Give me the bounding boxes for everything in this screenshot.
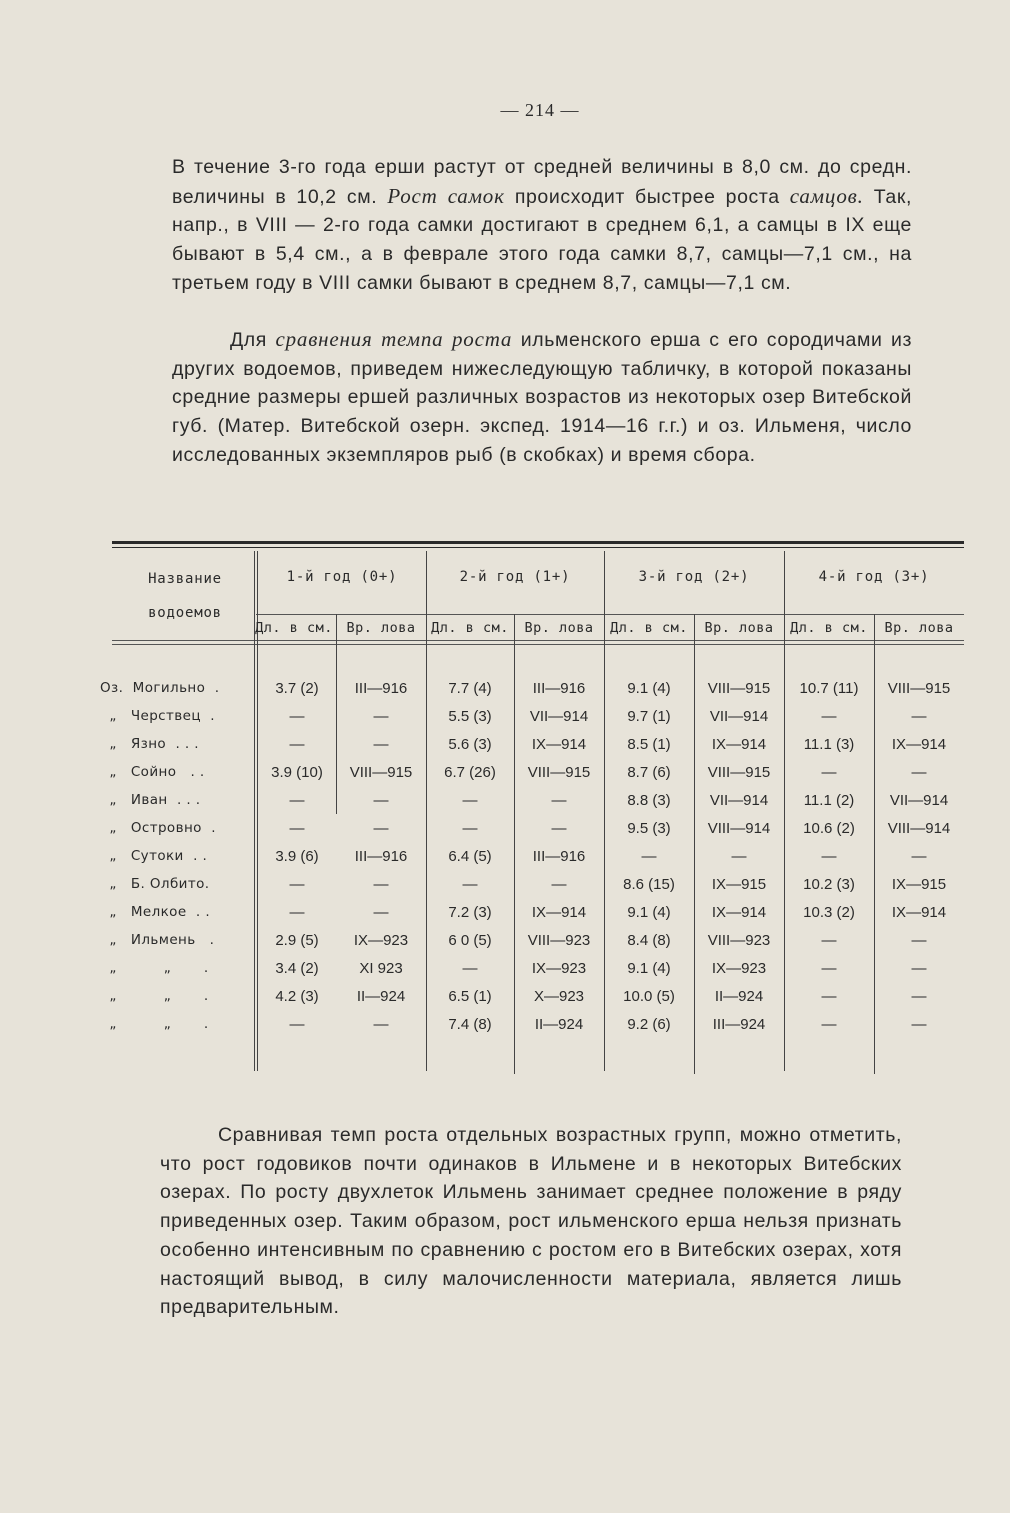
table-row: [100, 764, 964, 792]
header-bottom-rule: [112, 640, 964, 641]
cell-time-4: —: [911, 988, 927, 1005]
lake-name: „ „ .: [100, 988, 209, 1004]
header-group-rule: [256, 614, 964, 615]
cell-len-4: —: [821, 960, 837, 977]
cell-len-3: 9.2 (6): [627, 1016, 671, 1033]
cell-time-4: IX—914: [891, 736, 947, 753]
cell-time-3: VII—914: [709, 792, 769, 809]
cell-time-2: VIII—923: [527, 932, 591, 949]
cell-len-3: 8.8 (3): [627, 792, 671, 809]
cell-len-1: 3.9 (10): [271, 764, 323, 781]
cell-len-3: 9.1 (4): [627, 960, 671, 977]
lake-name: „ Ильмень .: [100, 932, 215, 948]
header-name-line1: Название: [148, 571, 222, 587]
cell-time-2: III—916: [532, 848, 586, 865]
subheader-time: Вр. лова: [346, 620, 416, 636]
cell-len-4: 10.7 (11): [799, 680, 859, 697]
cell-len-2: —: [462, 792, 478, 809]
lake-name: „ Островно .: [100, 820, 216, 836]
text-run: В течение 3-го года ерши растут от средней величины в 8,0 см. до средн. величины в 10,2 см.: [172, 156, 912, 208]
cell-time-2: —: [551, 876, 567, 893]
cell-time-1: XI 923: [359, 960, 403, 977]
lake-name: „ Черствец .: [100, 708, 215, 724]
cell-time-3: II—924: [714, 988, 764, 1005]
cell-len-3: 8.7 (6): [627, 764, 671, 781]
cell-time-1: —: [373, 820, 389, 837]
cell-time-1: II—924: [356, 988, 406, 1005]
cell-time-1: —: [373, 876, 389, 893]
cell-time-2: IX—914: [531, 736, 587, 753]
text-run: происходит быстрее роста: [504, 185, 790, 208]
lake-name: Оз. Могильно .: [100, 680, 220, 696]
cell-time-4: IX—914: [891, 904, 947, 921]
cell-len-1: 3.4 (2): [275, 960, 319, 977]
cell-len-2: 5.6 (3): [448, 736, 492, 753]
header-year1: 1-й год (0+): [286, 569, 398, 585]
cell-time-2: VIII—915: [527, 764, 591, 781]
cell-len-2: 7.2 (3): [448, 904, 492, 921]
cell-time-2: II—924: [534, 1016, 584, 1033]
text-run: ильменского ерша с его сородичами из других водоемов, приведем нижеследующую табличку, в которой показаны средние размеры ершей различных возрастов из некоторых озер Витебской губ. (Матер. Витебской озерн. экспед. 1914—16 г.г.) и оз. Ильменя, число исследованных экземпляров рыб (в скобках) и время сбора.: [172, 329, 912, 466]
lake-name: „ Сойно . .: [100, 764, 205, 780]
cell-time-2: IX—914: [531, 904, 587, 921]
lake-name: „ „ .: [100, 960, 209, 976]
text-run: Так, напр., в VIII — 2-го года самки достигают в среднем 6,1, а самцы в IX еще бывают в 5,4 см., а в феврале этого года самки 8,7, самцы—7,1 см., на третьем году в VIII самки бывают в среднем 8,7, самцы—7,1 см.: [172, 185, 912, 294]
cell-time-4: —: [911, 1016, 927, 1033]
cell-len-4: 11.1 (2): [803, 792, 855, 809]
paragraph-growth-year3: [172, 153, 912, 298]
cell-time-3: IX—914: [711, 736, 767, 753]
subheader-length: Дл. в см.: [610, 620, 688, 636]
cell-time-3: VIII—915: [707, 680, 771, 697]
cell-time-3: IX—923: [711, 960, 767, 977]
table-row: [100, 1016, 964, 1044]
table-row: [100, 736, 964, 764]
cell-time-2: —: [551, 820, 567, 837]
cell-len-1: 4.2 (3): [275, 988, 319, 1005]
cell-len-1: 3.9 (6): [275, 848, 319, 865]
cell-len-4: 10.2 (3): [803, 876, 855, 893]
cell-time-4: VII—914: [889, 792, 949, 809]
cell-time-1: III—916: [354, 680, 408, 697]
subheader-length: Дл. в см.: [790, 620, 868, 636]
table-row: [100, 932, 964, 960]
cell-len-2: 7.7 (4): [448, 680, 492, 697]
cell-len-2: —: [462, 820, 478, 837]
cell-time-4: VIII—915: [887, 680, 951, 697]
table-row: [100, 848, 964, 876]
cell-time-2: —: [551, 792, 567, 809]
lake-name: „ „ .: [100, 1016, 209, 1032]
cell-time-4: IX—915: [891, 876, 947, 893]
cell-len-4: 11.1 (3): [803, 736, 855, 753]
cell-len-4: 10.6 (2): [803, 820, 855, 837]
cell-time-4: —: [911, 960, 927, 977]
cell-len-3: 8.4 (8): [627, 932, 671, 949]
paragraph-comparison-intro: [172, 325, 912, 470]
cell-time-4: —: [911, 764, 927, 781]
cell-len-2: 6 0 (5): [448, 932, 492, 949]
table-row: [100, 960, 964, 988]
cell-len-1: —: [289, 904, 305, 921]
cell-len-3: 8.5 (1): [627, 736, 671, 753]
cell-time-4: —: [911, 932, 927, 949]
cell-len-3: 9.5 (3): [627, 820, 671, 837]
subheader-length: Дл. в см.: [255, 620, 333, 636]
table-row: [100, 988, 964, 1016]
table-rule-top: [112, 541, 964, 544]
cell-time-3: —: [731, 848, 747, 865]
table-row: [100, 680, 964, 708]
header-year3: 3-й год (2+): [638, 569, 750, 585]
cell-len-1: —: [289, 820, 305, 837]
cell-len-2: 6.7 (26): [444, 764, 496, 781]
cell-len-2: 7.4 (8): [448, 1016, 492, 1033]
cell-time-3: IX—915: [711, 876, 767, 893]
lake-name: „ Язно . . .: [100, 736, 199, 752]
cell-time-1: —: [373, 736, 389, 753]
emphasis-run: Рост самок: [387, 183, 505, 208]
cell-time-3: VIII—923: [707, 932, 771, 949]
table-row: [100, 792, 964, 820]
lake-name: „ Сутоки . .: [100, 848, 208, 864]
lake-name: „ Мелкое . .: [100, 904, 211, 920]
cell-len-3: 9.7 (1): [627, 708, 671, 725]
cell-len-4: —: [821, 708, 837, 725]
paragraph-conclusion: Сравнивая темп роста отдельных возрастных групп, можно отметить, что рост годовиков почти одинаков в Ильмене и в некоторых Витебских озерах. По росту двухлеток Ильмень занимает среднее положение в ряду приведенных озер. Таким образом, рост ильменского ерша нельзя признать особенно интенсивным по сравнению с ростом его в Витебских озерах, хотя настоящий вывод, в силу малочисленности материала, является лишь предварительным.: [160, 1124, 902, 1319]
cell-len-4: —: [821, 764, 837, 781]
header-bottom-rule-double: [112, 644, 964, 645]
cell-len-1: —: [289, 708, 305, 725]
page-number: — 214 —: [500, 100, 580, 120]
cell-len-3: 9.1 (4): [627, 904, 671, 921]
growth-table: [100, 541, 964, 1073]
header-year4: 4-й год (3+): [818, 569, 930, 585]
table-row: [100, 820, 964, 848]
cell-len-2: —: [462, 876, 478, 893]
table-rule-top-thin: [112, 547, 964, 548]
cell-len-4: —: [821, 932, 837, 949]
cell-time-3: III—924: [712, 1016, 766, 1033]
cell-time-1: —: [373, 708, 389, 725]
subheader-time: Вр. лова: [524, 620, 594, 636]
cell-len-1: —: [289, 736, 305, 753]
cell-len-2: 5.5 (3): [448, 708, 492, 725]
cell-time-4: —: [911, 848, 927, 865]
cell-time-1: III—916: [354, 848, 408, 865]
cell-len-3: 10.0 (5): [623, 988, 675, 1005]
cell-time-3: VIII—914: [707, 820, 771, 837]
table-row: [100, 904, 964, 932]
header-year2: 2-й год (1+): [459, 569, 571, 585]
cell-time-4: —: [911, 708, 927, 725]
emphasis-run: самцов.: [789, 183, 864, 208]
cell-time-4: VIII—914: [887, 820, 951, 837]
subheader-length: Дл. в см.: [431, 620, 509, 636]
cell-time-2: X—923: [533, 988, 585, 1005]
cell-len-1: 3.7 (2): [275, 680, 319, 697]
cell-len-4: —: [821, 1016, 837, 1033]
cell-time-1: —: [373, 1016, 389, 1033]
table-row: [100, 708, 964, 736]
cell-time-1: —: [373, 904, 389, 921]
cell-time-3: VII—914: [709, 708, 769, 725]
cell-time-3: IX—914: [711, 904, 767, 921]
cell-time-2: IX—923: [531, 960, 587, 977]
cell-len-3: 8.6 (15): [623, 876, 675, 893]
header-name-line2: водоемов: [148, 605, 222, 621]
cell-time-1: VIII—915: [349, 764, 413, 781]
lake-name: „ Б. Олбито.: [100, 876, 210, 892]
cell-len-2: —: [462, 960, 478, 977]
cell-len-4: —: [821, 848, 837, 865]
subheader-time: Вр. лова: [704, 620, 774, 636]
cell-time-1: IX—923: [353, 932, 409, 949]
cell-time-2: VII—914: [529, 708, 589, 725]
cell-len-1: 2.9 (5): [275, 932, 319, 949]
lake-name: „ Иван . . .: [100, 792, 201, 808]
cell-len-4: 10.3 (2): [803, 904, 855, 921]
subheader-time: Вр. лова: [884, 620, 954, 636]
table-row: [100, 876, 964, 904]
cell-len-4: —: [821, 988, 837, 1005]
cell-len-3: 9.1 (4): [627, 680, 671, 697]
cell-len-1: —: [289, 876, 305, 893]
cell-len-3: —: [641, 848, 657, 865]
cell-time-2: III—916: [532, 680, 586, 697]
cell-time-3: VIII—915: [707, 764, 771, 781]
emphasis-run: сравнения темпа роста: [275, 327, 513, 351]
cell-len-1: —: [289, 792, 305, 809]
text-run: Для: [230, 329, 276, 351]
cell-len-1: —: [289, 1016, 305, 1033]
cell-len-2: 6.4 (5): [448, 848, 492, 865]
cell-len-2: 6.5 (1): [448, 988, 492, 1005]
cell-time-1: —: [373, 792, 389, 809]
